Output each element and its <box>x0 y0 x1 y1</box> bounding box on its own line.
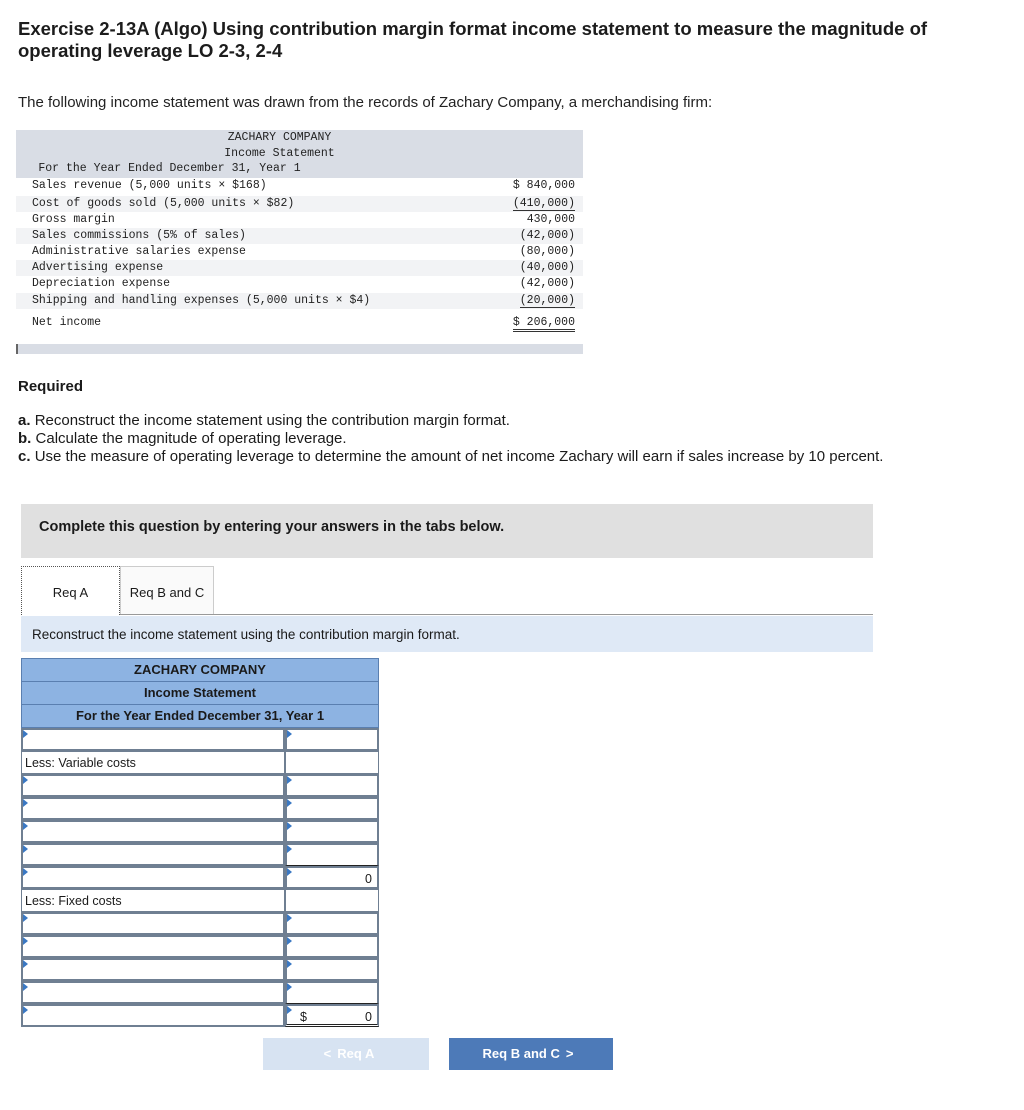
given-row <box>16 178 583 194</box>
required-item-text: Reconstruct the income statement using the contribution margin format. <box>34 412 510 429</box>
answer-row-variable-cost <box>21 820 379 843</box>
given-row <box>16 196 583 212</box>
amount-cell <box>285 751 379 774</box>
amount-input[interactable] <box>285 958 379 981</box>
answer-row-less-variable <box>21 751 379 774</box>
given-row-net-income <box>16 315 583 331</box>
given-row-label: Gross margin <box>32 213 115 226</box>
given-statement-period: For the Year Ended December 31, Year 1 <box>38 162 301 175</box>
less-variable-label: Less: Variable costs <box>25 756 136 770</box>
given-row-amount: (20,000) <box>519 294 575 307</box>
given-row-amount: (40,000) <box>519 261 575 274</box>
required-item <box>18 448 883 466</box>
exercise-title: Exercise 2-13A (Algo) Using contribution margin format income statement to measure the magnitude of operating leverage LO 2-3, 2-4 <box>18 18 928 61</box>
answer-row-fixed-cost <box>21 958 379 981</box>
label-cell <box>21 889 285 912</box>
answer-row-fixed-cost <box>21 981 379 1004</box>
given-row-label: Shipping and handling expenses (5,000 units × $4) <box>32 294 371 307</box>
amount-input[interactable] <box>285 774 379 797</box>
required-item-letter: a. <box>18 412 31 429</box>
amount-input[interactable] <box>285 843 379 866</box>
tab-instruction: Reconstruct the income statement using the contribution margin format. <box>21 616 873 652</box>
given-row-label: Depreciation expense <box>32 277 171 290</box>
answer-row-sales <box>21 728 379 751</box>
given-row <box>16 212 583 228</box>
chevron-left-icon: < <box>323 1046 332 1061</box>
amount-input[interactable] <box>285 728 379 751</box>
label-input[interactable] <box>21 935 285 958</box>
amount-input[interactable] <box>285 981 379 1004</box>
label-input[interactable] <box>21 797 285 820</box>
amount-input[interactable] <box>285 912 379 935</box>
answer-row-variable-cost <box>21 797 379 820</box>
contribution-total-cell <box>285 866 379 889</box>
answer-row-fixed-cost <box>21 935 379 958</box>
given-row-label: Administrative salaries expense <box>32 245 246 258</box>
required-heading: Required <box>18 378 84 395</box>
required-item-text: Calculate the magnitude of operating leverage. <box>35 430 347 447</box>
answer-statement-period: For the Year Ended December 31, Year 1 <box>21 705 379 728</box>
amount-input[interactable] <box>285 820 379 843</box>
prev-button-label: Req A <box>337 1046 375 1061</box>
answer-row-contribution-margin <box>21 866 379 889</box>
answer-row-net-income <box>21 1004 379 1027</box>
contribution-total-value: 0 <box>365 872 372 886</box>
given-row <box>16 276 583 292</box>
given-statement-header <box>16 130 583 178</box>
given-row-amount: (42,000) <box>519 229 575 242</box>
answer-row-variable-cost <box>21 843 379 866</box>
given-row <box>16 244 583 260</box>
given-row <box>16 228 583 244</box>
next-button-label: Req B and C <box>482 1046 560 1061</box>
amount-input[interactable] <box>285 935 379 958</box>
given-row-label: Cost of goods sold (5,000 units × $82) <box>32 197 295 210</box>
given-company-name: ZACHARY COMPANY <box>227 131 332 144</box>
given-row-label: Sales revenue (5,000 units × $168) <box>32 179 267 192</box>
prev-req-a-button[interactable] <box>263 1038 429 1070</box>
answer-company-name: ZACHARY COMPANY <box>21 658 379 682</box>
label-input[interactable] <box>21 820 285 843</box>
label-cell <box>21 751 285 774</box>
given-statement-footer <box>16 344 583 354</box>
given-row-amount: (42,000) <box>519 277 575 290</box>
label-input[interactable] <box>21 866 285 889</box>
required-list <box>18 412 883 466</box>
required-item <box>18 412 883 430</box>
label-input[interactable] <box>21 912 285 935</box>
answer-row-variable-cost <box>21 774 379 797</box>
currency-symbol: $ <box>300 1010 307 1024</box>
given-statement-title: Income Statement <box>224 147 335 160</box>
amount-cell <box>285 889 379 912</box>
given-row-label: Net income <box>32 316 102 329</box>
net-income-total-value: 0 <box>365 1010 372 1024</box>
required-item-text: Use the measure of operating leverage to determine the amount of net income Zachary will earn if sales increase by 10 percent. <box>34 448 884 465</box>
given-row-amount: 430,000 <box>526 213 575 226</box>
label-input[interactable] <box>21 958 285 981</box>
exercise-intro: The following income statement was drawn from the records of Zachary Company, a merchandising firm: <box>18 94 713 111</box>
tab-req-b-and-c[interactable]: Req B and C <box>120 566 214 615</box>
required-item-letter: c. <box>18 448 31 465</box>
tab-divider <box>120 614 873 615</box>
answer-income-statement <box>21 658 379 1027</box>
answer-statement-title: Income Statement <box>21 682 379 705</box>
label-input[interactable] <box>21 728 285 751</box>
required-item-letter: b. <box>18 430 32 447</box>
given-row-label: Sales commissions (5% of sales) <box>32 229 246 242</box>
given-income-statement <box>16 130 583 354</box>
answer-row-less-fixed <box>21 889 379 912</box>
net-income-total-cell <box>285 1004 379 1027</box>
label-input[interactable] <box>21 1004 285 1027</box>
complete-banner: Complete this question by entering your answers in the tabs below. <box>21 504 873 558</box>
label-input[interactable] <box>21 843 285 866</box>
given-row-amount: $ 840,000 <box>512 179 575 192</box>
less-fixed-label: Less: Fixed costs <box>25 894 122 908</box>
given-row-amount: (80,000) <box>519 245 575 258</box>
answer-row-fixed-cost <box>21 912 379 935</box>
given-row-amount: (410,000) <box>512 197 575 210</box>
amount-input[interactable] <box>285 797 379 820</box>
label-input[interactable] <box>21 774 285 797</box>
label-input[interactable] <box>21 981 285 1004</box>
given-row-label: Advertising expense <box>32 261 164 274</box>
required-item <box>18 430 883 448</box>
next-req-b-and-c-button[interactable] <box>449 1038 613 1070</box>
given-row <box>16 293 583 309</box>
chevron-right-icon: > <box>565 1046 574 1061</box>
given-row-amount: $ 206,000 <box>513 316 575 332</box>
given-row <box>16 260 583 276</box>
tab-req-a[interactable]: Req A <box>21 566 120 615</box>
